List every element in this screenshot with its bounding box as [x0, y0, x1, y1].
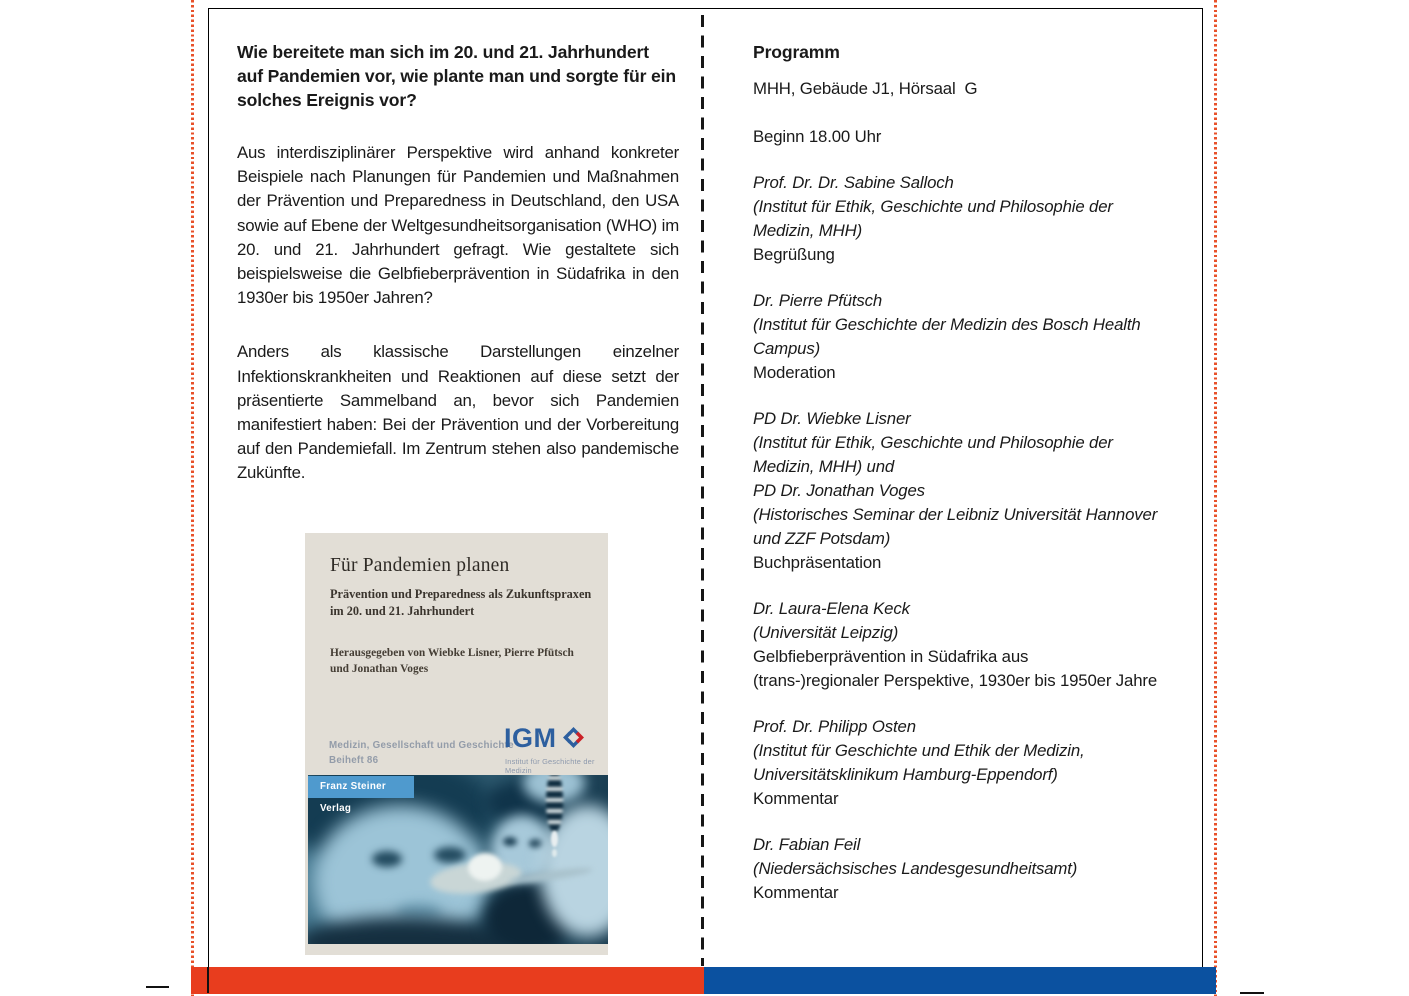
program-entry: [753, 171, 1193, 267]
trim-mark-left: [191, 0, 194, 996]
publisher-band: Franz Steiner Verlag: [308, 776, 414, 798]
program-entry: [753, 715, 1193, 811]
book-editors: [330, 645, 574, 677]
program-line: Buchpräsentation: [753, 553, 882, 572]
intro-heading: Wie bereitete man sich im 20. und 21. Jahrhundert auf Pandemien vor, wie plante man und sorgte für ein solches Ereignis vor?: [237, 42, 676, 110]
photo-child-eye: [372, 851, 402, 867]
book-cover: [305, 533, 608, 955]
program-line: (Universität Leipzig): [753, 623, 899, 642]
program-line: Begrüßung: [753, 245, 835, 264]
fold-dashed-line: [701, 15, 704, 966]
photo-syringe-tip: [551, 831, 558, 847]
program-line: Moderation: [753, 363, 836, 382]
book-editors-line2: und Jonathan Voges: [330, 663, 429, 675]
program-line: Dr. Pierre Pfütsch: [753, 291, 883, 310]
program-start-time: Beginn 18.00 Uhr: [753, 127, 882, 146]
intro-paragraph: Anders als klassische Darstellungen einzelner Infektionskrankheiten und Reaktionen auf diese setzt der präsentierte Sammelband an, bevor sich Pandemien manifestiert haben: Bei der Prävention und der Vorbereitung auf den Pandemiefall. Im Zentrum stehen also pandemische Zukünfte.: [237, 342, 679, 483]
book-series-line2: Beiheft 86: [329, 754, 379, 766]
program-line: Gelbfieberprävention in Südafrika aus: [753, 647, 1029, 666]
left-column: [237, 40, 679, 516]
page-border-over-bar: [207, 967, 209, 993]
book-series-line1: Medizin, Gesellschaft und Geschichte: [329, 740, 514, 751]
program-line: PD Dr. Jonathan Voges: [753, 481, 925, 500]
program-line: Universitätsklinikum Hamburg-Eppendorf): [753, 765, 1058, 784]
program-line: Campus): [753, 339, 821, 358]
igm-logo: [504, 723, 585, 754]
photo-vaccine-drop: [552, 849, 557, 857]
igm-diamond-icon: [562, 726, 585, 754]
intro-paragraphs: [237, 141, 679, 486]
program-heading: Programm: [753, 42, 840, 62]
program-line: Dr. Fabian Feil: [753, 835, 861, 854]
program-line: (Institut für Geschichte und Ethik der Medizin,: [753, 741, 1085, 760]
program-entry: [753, 407, 1193, 575]
photo-child-eye: [434, 847, 466, 863]
program-line: Prof. Dr. Philipp Osten: [753, 717, 916, 736]
book-series: [329, 739, 514, 768]
book-subtitle: [330, 586, 591, 619]
bottom-bar-blue: [704, 967, 1216, 994]
book-subtitle-line1: Prävention und Preparedness als Zukunftspraxen: [330, 587, 592, 601]
igm-logo-subtext: Institut für Geschichte der Medizin: [505, 757, 595, 775]
program-line: und ZZF Potsdam): [753, 529, 891, 548]
program-entry: [753, 597, 1193, 693]
intro-paragraph: Aus interdisziplinärer Perspektive wird anhand konkreter Beispiele nach Planungen für Pandemien und Maßnahmen der Prävention und Preparedness in Deutschland, den USA sowie auf Ebene der Weltgesundheitsorganisation (WHO) im 20. und 21. Jahrhundert gefragt. Wie gestaltete sich beispielsweise die Gelbfieberprävention in Südafrika in den 1930er bis 1950er Jahren?: [237, 143, 679, 308]
photo-second-child-eye: [503, 837, 517, 846]
photo-second-child-eye: [529, 839, 543, 848]
cover-photo: [308, 775, 608, 944]
program-line: Medizin, MHH) und: [753, 457, 895, 476]
program-line: (Niedersächsisches Landesgesundheitsamt): [753, 859, 1078, 878]
program-line: Medizin, MHH): [753, 221, 863, 240]
program-entry: [753, 833, 1193, 905]
book-title: Für Pandemien planen: [330, 555, 510, 576]
trim-mark-right: [1214, 0, 1217, 996]
program-line: (trans-)regionaler Perspektive, 1930er bis 1950er Jahre: [753, 671, 1158, 690]
program-line: PD Dr. Wiebke Lisner: [753, 409, 911, 428]
program-line: Prof. Dr. Dr. Sabine Salloch: [753, 173, 954, 192]
right-column: [753, 40, 1193, 927]
program-entry: [753, 289, 1193, 385]
bottom-bar-red: [191, 967, 704, 994]
program-line: Dr. Laura-Elena Keck: [753, 599, 910, 618]
book-editors-line1: Herausgegeben von Wiebke Lisner, Pierre Pfütsch: [330, 647, 574, 659]
book-subtitle-line2: im 20. und 21. Jahrhundert: [330, 603, 475, 618]
crop-corner-mark-bottom-right: [1240, 992, 1264, 994]
program-line: (Institut für Ethik, Geschichte und Philosophie der: [753, 433, 1113, 452]
program-line: Kommentar: [753, 789, 839, 808]
program-line: (Historisches Seminar der Leibniz Universität Hannover: [753, 505, 1158, 524]
crop-corner-mark-bottom-left: [146, 986, 169, 988]
program-venue: MHH, Gebäude J1, Hörsaal G: [753, 79, 978, 98]
program-line: (Institut für Geschichte der Medizin des Bosch Health: [753, 315, 1141, 334]
program-line: Kommentar: [753, 883, 839, 902]
program-line: (Institut für Ethik, Geschichte und Philosophie der: [753, 197, 1113, 216]
program-entries: [753, 171, 1193, 905]
igm-logo-text: IGM: [504, 723, 557, 753]
